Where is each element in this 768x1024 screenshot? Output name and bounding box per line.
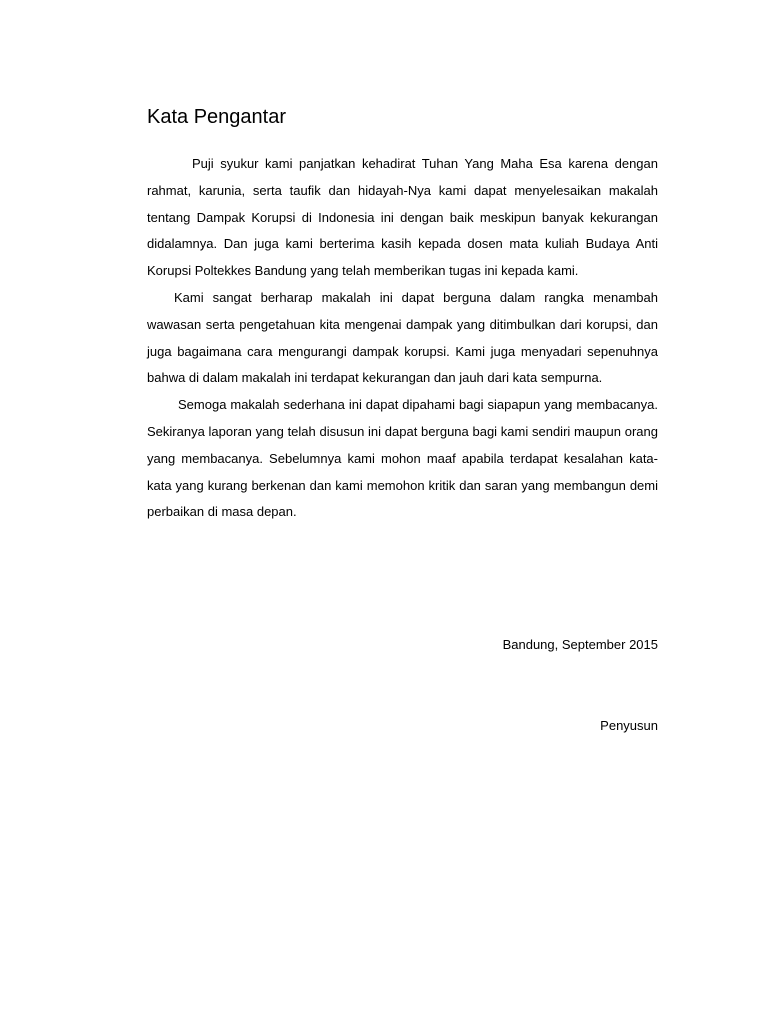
place-date: Bandung, September 2015 bbox=[502, 637, 658, 652]
paragraph-2: Kami sangat berharap makalah ini dapat berguna dalam rangka menambah wawasan serta pengetahuan kita mengenai dampak yang ditimbulkan dari korupsi, dan juga bagaimana cara mengurangi dampak korupsi. Kami juga menyadari sepenuhnya bahwa di dalam makalah ini terdapat kekurangan dan jauh dari kata sempurna. bbox=[147, 289, 658, 386]
page-title: Kata Pengantar bbox=[147, 106, 286, 128]
paragraph-1: Puji syukur kami panjatkan kehadirat Tuhan Yang Maha Esa karena dengan rahmat, karunia, serta taufik dan hidayah-Nya kami dapat menyelesaikan makalah tentang Dampak Korupsi di Indonesia ini dengan baik meskipun banyak kekurangan didalamnya. Dan juga kami berterima kasih kepada dosen mata kuliah Budaya Anti Korupsi Poltekkes Bandung yang telah memberikan tugas ini kepada kami. bbox=[147, 156, 658, 279]
signer-name: Penyusun bbox=[600, 718, 658, 733]
document-body bbox=[147, 151, 658, 526]
paragraph-3: Semoga makalah sederhana ini dapat dipahami bagi siapapun yang membacanya. Sekiranya laporan yang telah disusun ini dapat berguna bagi kami sendiri maupun orang yang membacanya. Sebelumnya kami mohon maaf apabila terdapat kesalahan kata-kata yang kurang berkenan dan kami memohon kritik dan saran yang membangun demi perbaikan di masa depan. bbox=[147, 397, 658, 520]
